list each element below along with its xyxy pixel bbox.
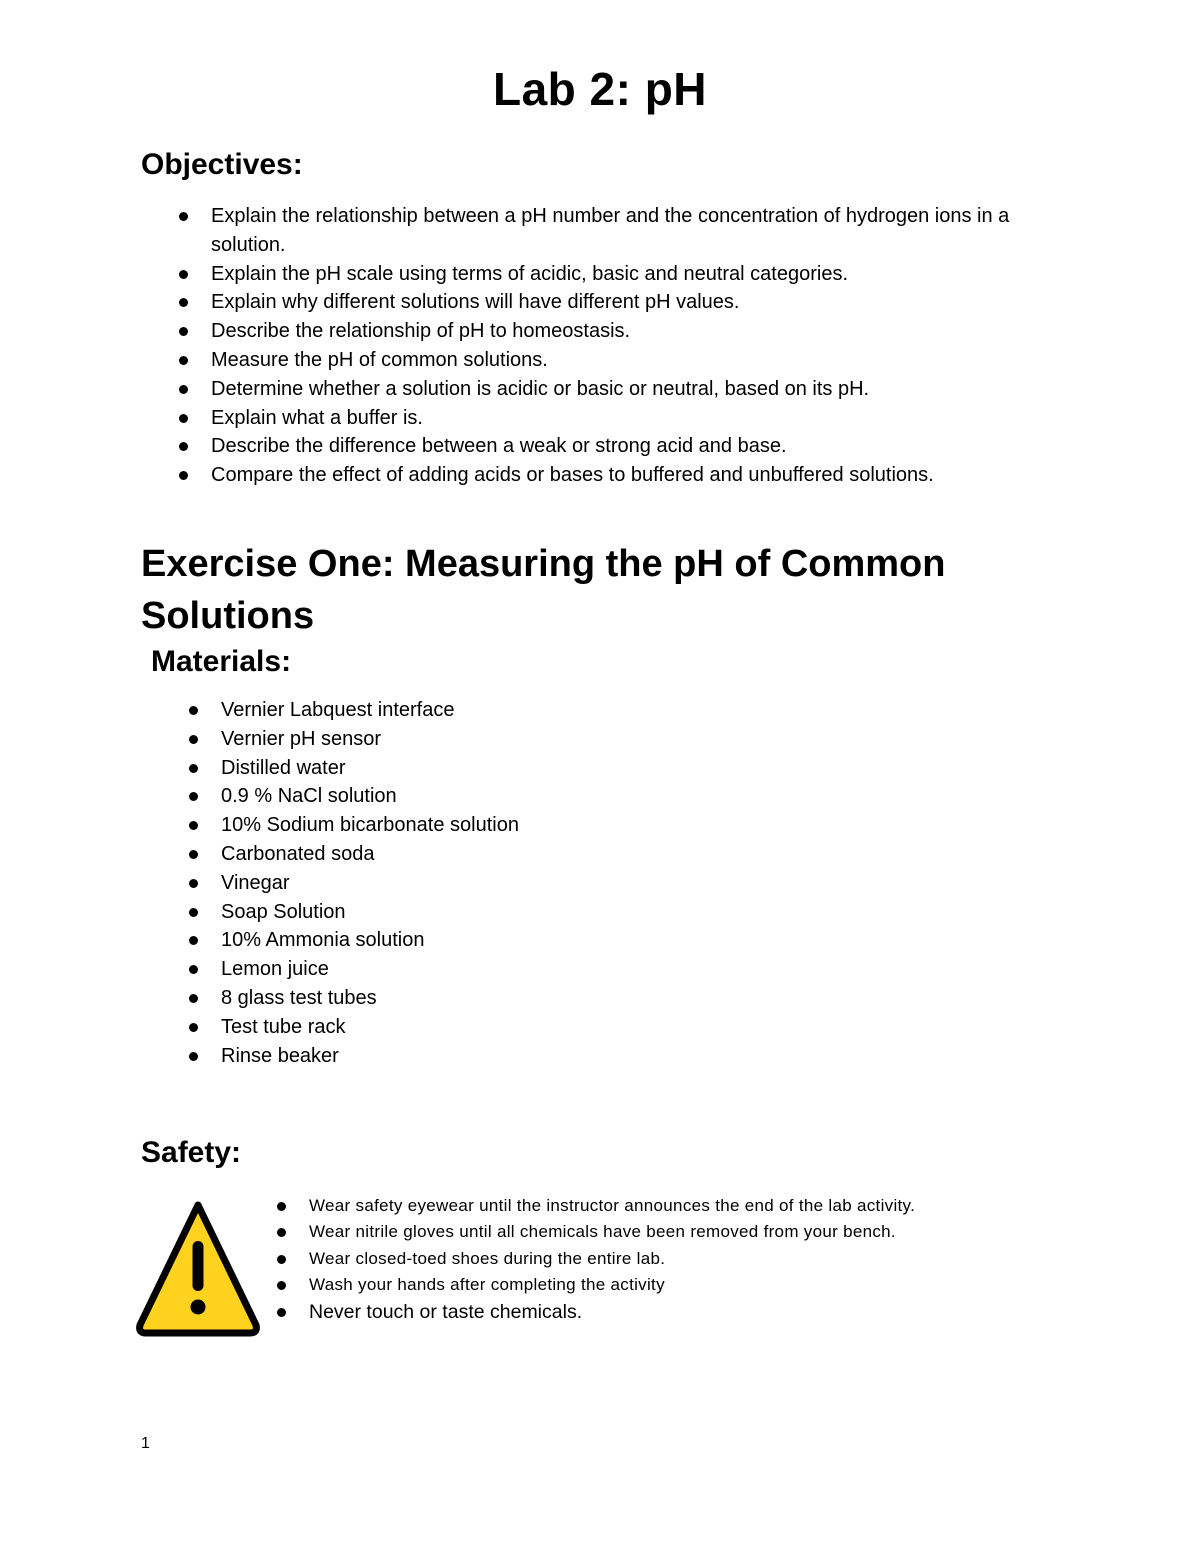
material-item: Lemon juice bbox=[189, 955, 789, 984]
material-item: Soap Solution bbox=[189, 898, 789, 927]
objective-item: Determine whether a solution is acidic or basic or neutral, based on its pH. bbox=[179, 375, 1079, 404]
material-item: 10% Ammonia solution bbox=[189, 926, 789, 955]
material-item: Vernier pH sensor bbox=[189, 725, 789, 754]
page-title: Lab 2: pH bbox=[492, 63, 708, 115]
material-item: Rinse beaker bbox=[189, 1042, 789, 1071]
material-item: Test tube rack bbox=[189, 1013, 789, 1042]
material-item: Distilled water bbox=[189, 754, 789, 783]
objective-item: Describe the relationship of pH to homeostasis. bbox=[179, 317, 1079, 346]
safety-item: Never touch or taste chemicals. bbox=[277, 1299, 1097, 1325]
exercise-heading: Exercise One: Measuring the pH of Common Solutions bbox=[141, 543, 946, 637]
objectives-list bbox=[179, 202, 1079, 490]
safety-item: Wash your hands after completing the activity bbox=[277, 1272, 1097, 1298]
objective-item: Explain the pH scale using terms of acidic, basic and neutral categories. bbox=[179, 260, 1079, 289]
objective-item: Explain why different solutions will have different pH values. bbox=[179, 288, 1079, 317]
safety-item: Wear safety eyewear until the instructor announces the end of the lab activity. bbox=[277, 1193, 1097, 1219]
material-item: 8 glass test tubes bbox=[189, 984, 789, 1013]
materials-list bbox=[189, 696, 789, 1070]
material-item: Carbonated soda bbox=[189, 840, 789, 869]
warning-triangle-icon bbox=[135, 1199, 261, 1339]
material-item: Vernier Labquest interface bbox=[189, 696, 789, 725]
material-item: Vinegar bbox=[189, 869, 789, 898]
objective-item: Measure the pH of common solutions. bbox=[179, 346, 1079, 375]
material-item: 10% Sodium bicarbonate solution bbox=[189, 811, 789, 840]
objective-item: Describe the difference between a weak or strong acid and base. bbox=[179, 432, 1079, 461]
safety-list bbox=[277, 1193, 1097, 1325]
material-item: 0.9 % NaCl solution bbox=[189, 782, 789, 811]
safety-item: Wear closed-toed shoes during the entire lab. bbox=[277, 1246, 1097, 1272]
objective-item: Explain what a buffer is. bbox=[179, 404, 1079, 433]
objective-item: Explain the relationship between a pH number and the concentration of hydrogen ions in a solution. bbox=[179, 202, 1079, 260]
safety-item: Wear nitrile gloves until all chemicals have been removed from your bench. bbox=[277, 1219, 1097, 1245]
objective-item: Compare the effect of adding acids or bases to buffered and unbuffered solutions. bbox=[179, 461, 1079, 490]
objectives-heading: Objectives: bbox=[141, 148, 303, 181]
page-number: 1 bbox=[141, 1435, 150, 1452]
materials-heading: Materials: bbox=[151, 645, 292, 678]
safety-heading: Safety: bbox=[141, 1136, 242, 1169]
